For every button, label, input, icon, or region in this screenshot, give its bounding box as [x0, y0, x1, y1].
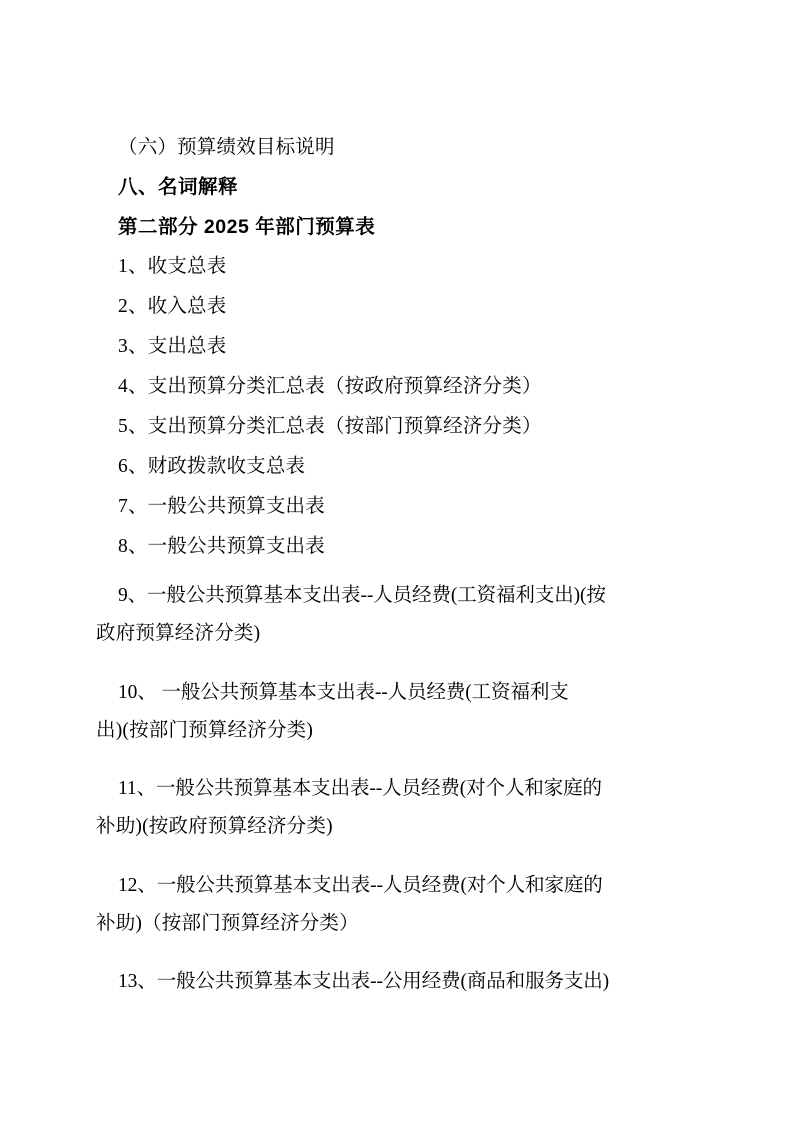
toc-item-7: 7、一般公共预算支出表 [118, 496, 325, 517]
toc-item-11-line1: 11、一般公共预算基本支出表--人员经费(对个人和家庭的 [118, 778, 602, 800]
toc-item-10 [96, 674, 697, 750]
toc-item-4: 4、支出预算分类汇总表（按政府预算经济分类） [118, 376, 542, 397]
toc-item-10-line1: 10、 一般公共预算基本支出表--人员经费(工资福利支 [118, 681, 569, 703]
toc-item-12 [96, 867, 697, 943]
toc-item-10-line2: 出)(按部门预算经济分类) [96, 719, 314, 741]
toc-item-8: 8、一般公共预算支出表 [118, 536, 325, 557]
toc-item-6: 6、财政拨款收支总表 [118, 456, 306, 477]
toc-item-budget-performance: （六）预算绩效目标说明 [118, 137, 335, 158]
toc-item-9 [96, 577, 697, 653]
toc-item-11-line2: 补助)(按政府预算经济分类) [96, 816, 333, 838]
toc-item-13 [96, 963, 697, 1001]
section-heading-glossary: 八、名词解释 [118, 176, 239, 198]
section-heading-part-two: 第二部分 2025 年部门预算表 [118, 215, 376, 238]
toc-item-12-line2: 补助)（按部门预算经济分类） [96, 912, 359, 934]
toc-item-1: 1、收支总表 [118, 256, 227, 277]
toc-item-11 [96, 770, 697, 846]
toc-item-13-line1: 13、一般公共预算基本支出表--公用经费(商品和服务支出) [118, 971, 610, 993]
toc-item-3: 3、支出总表 [118, 336, 227, 357]
toc-item-12-line1: 12、一般公共预算基本支出表--人员经费(对个人和家庭的 [118, 874, 603, 896]
toc-item-9-line2: 政府预算经济分类) [96, 623, 261, 645]
document-body [96, 138, 697, 1001]
toc-item-9-line1: 9、一般公共预算基本支出表--人员经费(工资福利支出)(按 [118, 585, 606, 606]
toc-item-2: 2、收入总表 [118, 296, 227, 317]
toc-item-5: 5、支出预算分类汇总表（按部门预算经济分类） [118, 416, 542, 437]
